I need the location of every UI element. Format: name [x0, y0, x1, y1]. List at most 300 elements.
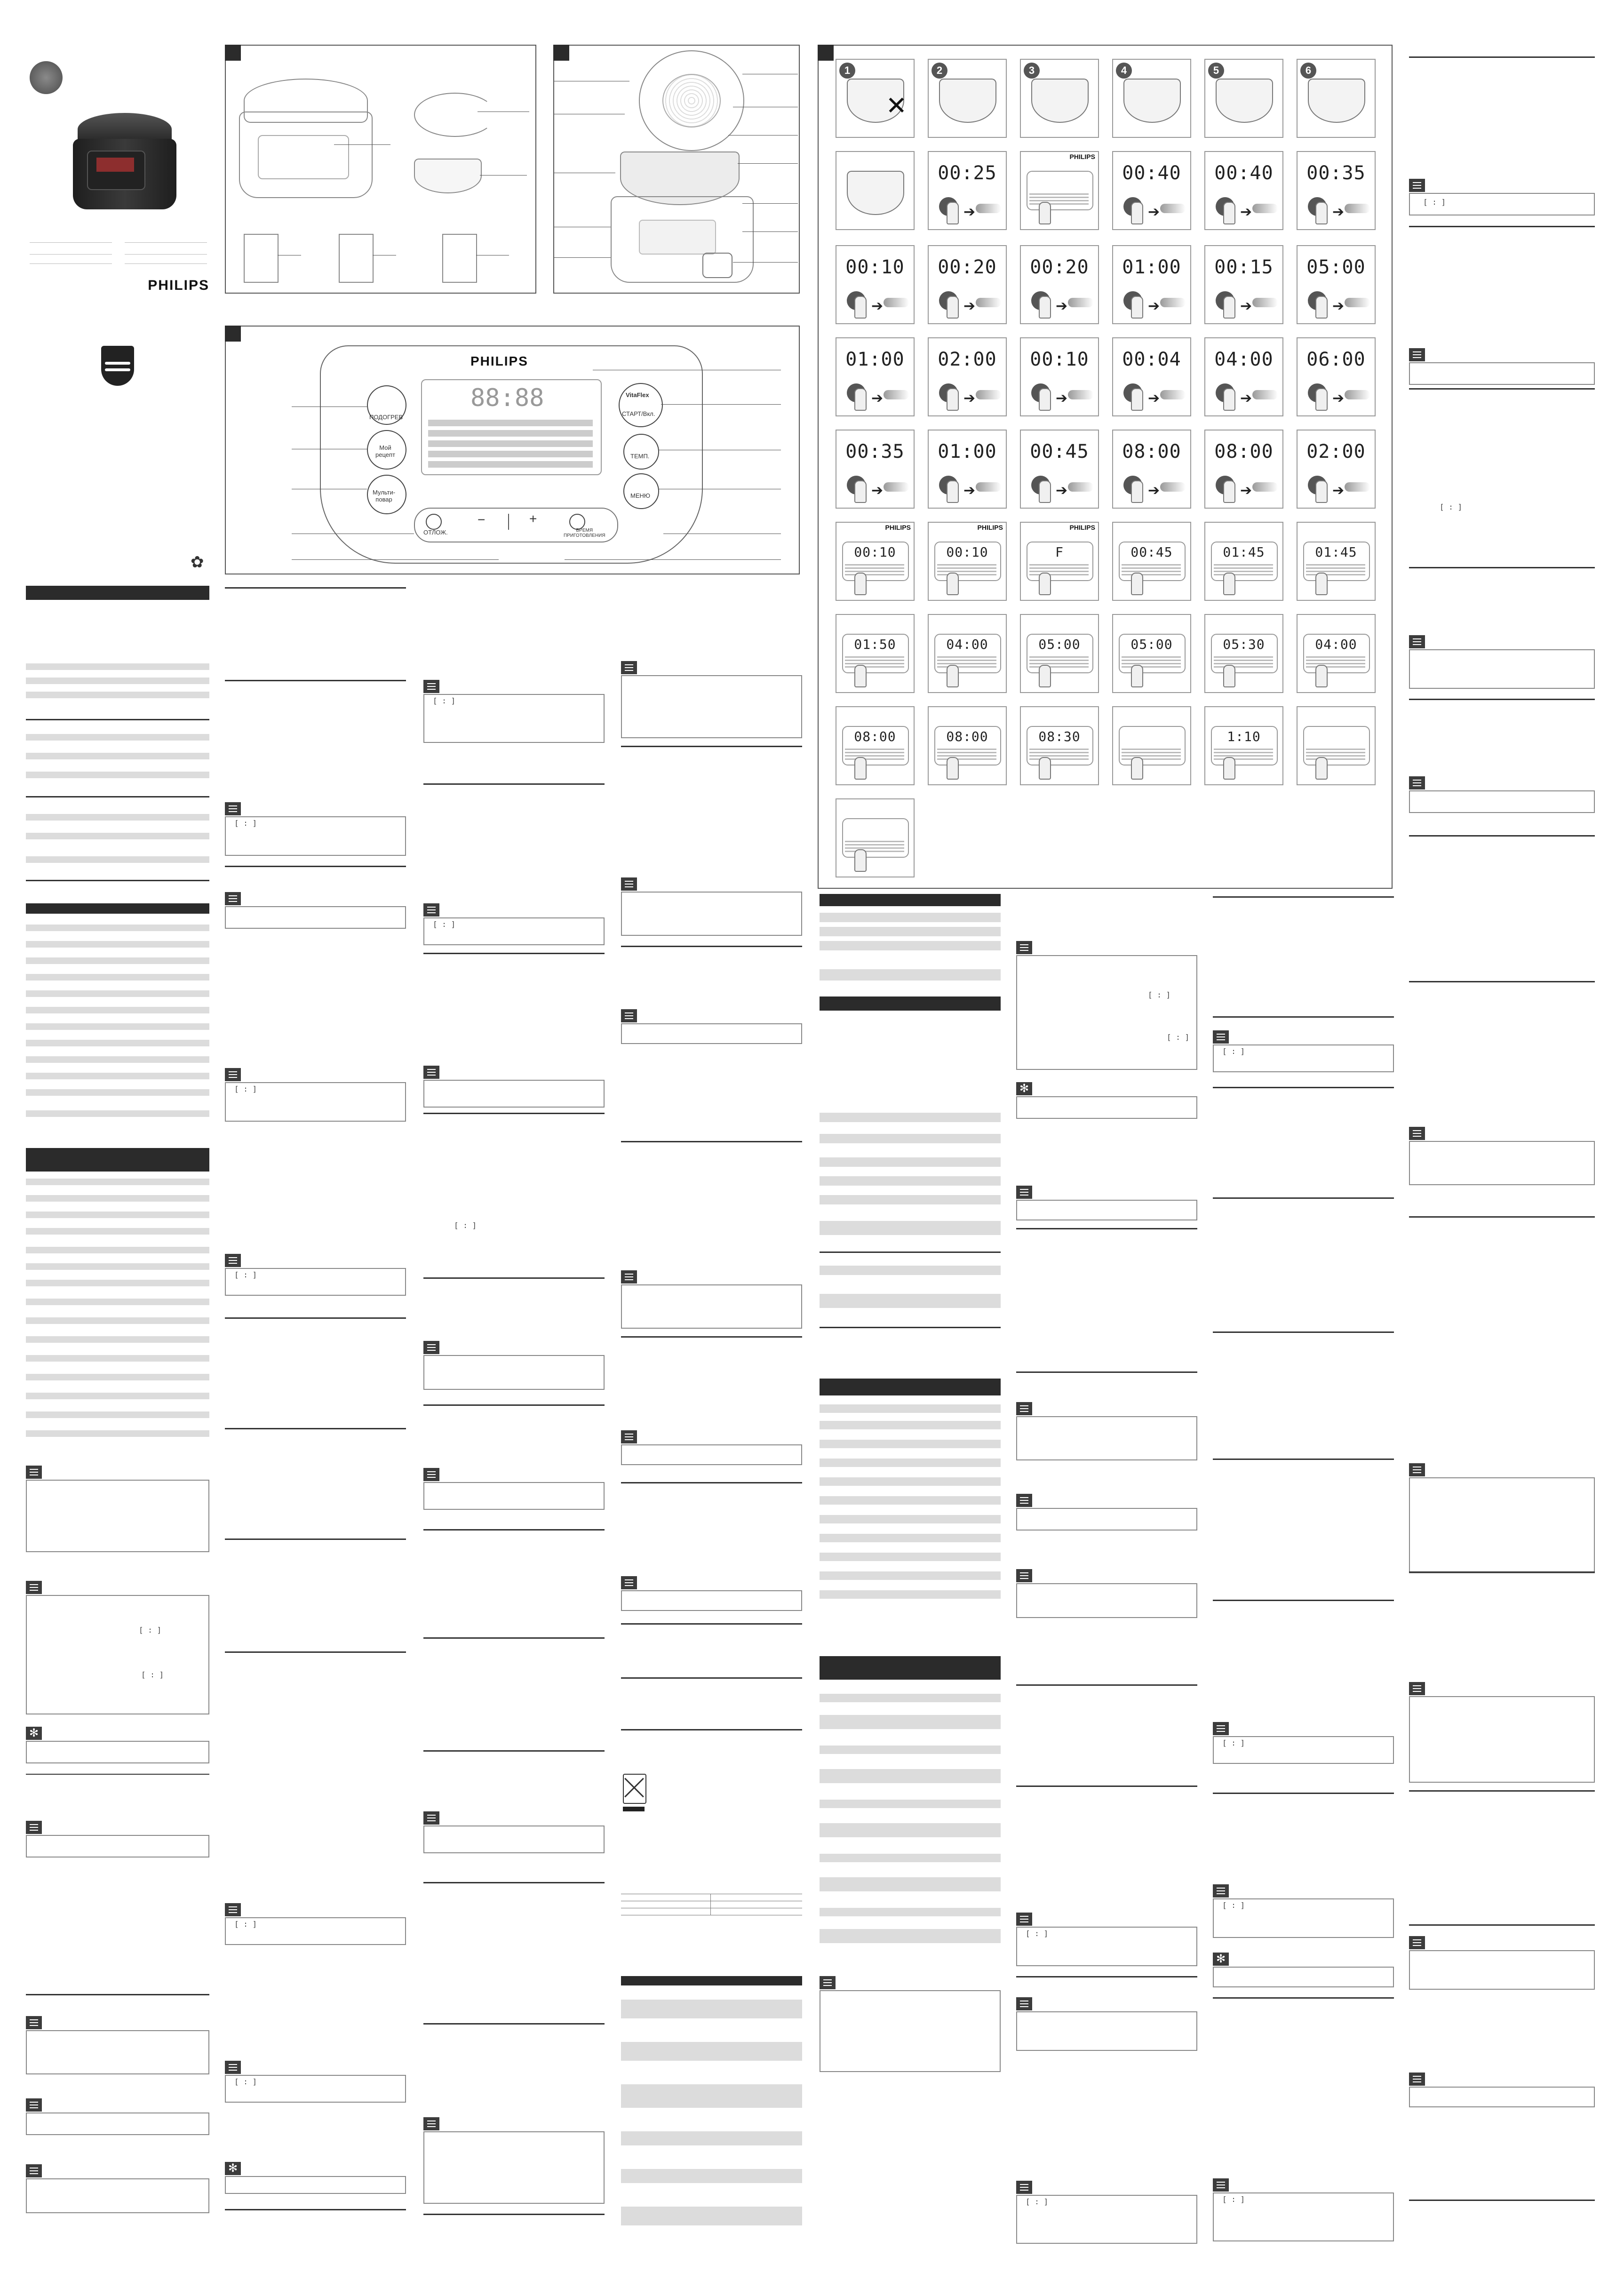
timer-display: 00:10	[854, 544, 896, 560]
manual-booklet	[339, 234, 374, 283]
note-icon	[1409, 1936, 1425, 1949]
mini-brand: PHILIPS	[977, 524, 1003, 531]
menu-lines	[1214, 656, 1273, 670]
hand-icon	[1223, 665, 1235, 687]
hand-icon	[1131, 665, 1143, 687]
placeholder-bracket: [ : ]	[1167, 1033, 1190, 1042]
step-tile	[1020, 706, 1099, 785]
placeholder-bracket: [ : ]	[1148, 990, 1171, 999]
timer-display: 00:10	[946, 544, 988, 560]
weee-bin-icon	[623, 1774, 646, 1804]
step-number: 1	[839, 63, 855, 79]
note-icon	[1409, 348, 1425, 361]
indicator-glow	[1252, 390, 1278, 399]
snowflake-icon: ✻	[1213, 1953, 1229, 1966]
step-tile	[1020, 430, 1099, 509]
badge-icon	[30, 61, 63, 94]
hand-icon	[1315, 480, 1328, 503]
step-tile	[836, 337, 915, 416]
panel-box-contents	[225, 45, 536, 294]
timer-display: 08:00	[946, 729, 988, 744]
note-icon	[1016, 2181, 1032, 2194]
multicooker-drawing	[239, 79, 380, 201]
note-icon	[1016, 1402, 1032, 1415]
timer-display: 01:00	[938, 441, 997, 462]
arrow-icon: ➔	[1240, 204, 1252, 220]
note-icon	[26, 1581, 42, 1594]
note-icon	[1016, 1494, 1032, 1507]
hand-icon	[947, 202, 959, 224]
timer-display: 00:40	[1122, 162, 1181, 184]
menu-label: МЕНЮ	[630, 492, 651, 499]
hand-icon	[947, 573, 959, 595]
step-tile	[1204, 151, 1283, 230]
hand-icon	[1315, 202, 1328, 224]
step-tile	[1020, 614, 1099, 693]
placeholder-bracket: [ : ]	[234, 819, 257, 828]
menu-lines	[1029, 193, 1089, 207]
indicator-glow	[1345, 390, 1370, 399]
step-tile	[836, 245, 915, 324]
note-icon	[423, 1811, 439, 1825]
vitaflex-label: VitaFlex	[626, 391, 649, 399]
menu-lines	[937, 564, 996, 577]
step-number: 3	[1024, 63, 1040, 79]
hand-icon	[1039, 665, 1051, 687]
panel-cooking-steps	[818, 45, 1393, 889]
note-icon	[1016, 1569, 1032, 1582]
menu-lines	[1214, 564, 1273, 577]
arrow-icon: ➔	[1148, 204, 1160, 220]
snowflake-icon: ✻	[225, 2162, 241, 2175]
menu-lines	[1122, 656, 1181, 670]
menu-lines	[1122, 564, 1181, 577]
step-tile	[1204, 337, 1283, 416]
placeholder-bracket: [ : ]	[1440, 502, 1463, 511]
step-tile	[836, 798, 915, 877]
hand-icon	[947, 296, 959, 319]
timer-display: 01:00	[845, 349, 905, 370]
arrow-icon: ➔	[1056, 298, 1068, 314]
mini-brand: PHILIPS	[1069, 524, 1095, 531]
hand-icon	[1315, 296, 1328, 319]
hand-icon	[854, 296, 867, 319]
timer-display: 01:50	[854, 637, 896, 652]
step-tile	[1204, 245, 1283, 324]
timer-display: 00:20	[1030, 256, 1089, 278]
note-icon	[1213, 2178, 1229, 2192]
step-tile	[1112, 706, 1191, 785]
hand-icon	[854, 573, 867, 595]
hand-icon	[1223, 573, 1235, 595]
step-tile	[1020, 245, 1099, 324]
step-number: 6	[1300, 63, 1316, 79]
step-tile	[1204, 614, 1283, 693]
note-icon	[423, 2117, 439, 2130]
temperature-label: ТЕМП.	[630, 453, 650, 460]
note-icon	[1409, 1127, 1425, 1140]
text-column-6	[1016, 894, 1197, 2258]
hand-icon	[1039, 388, 1051, 411]
placeholder-bracket: [ : ]	[139, 1626, 162, 1634]
placeholder-bracket: [ : ]	[234, 2077, 257, 2086]
step-tile	[928, 522, 1007, 601]
indicator-glow	[1160, 204, 1186, 213]
indicator-glow	[1345, 204, 1370, 213]
step-tile	[836, 151, 915, 230]
indicator-glow	[884, 298, 909, 307]
timer-display: 05:00	[1038, 637, 1081, 652]
placeholder-bracket: [ : ]	[1026, 2197, 1049, 2206]
indicator-glow	[884, 482, 909, 492]
arrow-icon: ➔	[963, 391, 976, 406]
hand-icon	[1315, 757, 1328, 780]
note-icon	[621, 1576, 637, 1589]
note-icon	[621, 877, 637, 891]
step-tile	[928, 245, 1007, 324]
placeholder-bracket: [ : ]	[433, 920, 456, 929]
text-column-7	[1213, 894, 1394, 2258]
timer-display: 04:00	[1315, 637, 1357, 652]
inner-pot-drawing	[1216, 79, 1273, 123]
menu-lines	[937, 656, 996, 670]
menu-lines	[1122, 749, 1181, 762]
panel-control-panel	[225, 326, 800, 574]
timer-display: 04:00	[946, 637, 988, 652]
note-icon	[1213, 1722, 1229, 1735]
indicator-glow	[1160, 482, 1186, 492]
hand-icon	[1315, 573, 1328, 595]
note-icon	[26, 2098, 42, 2112]
hand-icon	[947, 665, 959, 687]
hand-icon	[1223, 202, 1235, 224]
step-tile	[1297, 706, 1376, 785]
step-tile	[1204, 59, 1283, 138]
step-tile	[1020, 522, 1099, 601]
note-icon	[423, 680, 439, 693]
step-tile	[1112, 614, 1191, 693]
delay-button[interactable]	[426, 514, 442, 530]
hand-icon	[1223, 388, 1235, 411]
hand-icon	[1039, 202, 1051, 224]
mini-brand: PHILIPS	[885, 524, 911, 531]
menu-button[interactable]	[623, 473, 659, 509]
timer-display: 05:30	[1223, 637, 1265, 652]
power-cord-drawing	[414, 93, 496, 137]
step-tile	[1297, 430, 1376, 509]
timer-display: 00:45	[1130, 544, 1173, 560]
arrow-icon: ➔	[871, 391, 884, 406]
multicook-label: Мульти- повар	[373, 489, 396, 503]
timer-display: 08:00	[1122, 441, 1181, 462]
step-tile	[1297, 522, 1376, 601]
step-tile	[928, 337, 1007, 416]
note-icon	[225, 2061, 241, 2074]
note-icon	[1409, 635, 1425, 648]
hand-icon	[1223, 296, 1235, 319]
inner-pot-drawing	[939, 79, 996, 123]
indicator-glow	[976, 482, 1001, 492]
arrow-icon: ➔	[1240, 298, 1252, 314]
minus-button[interactable]: −	[478, 512, 486, 527]
step-tile	[1297, 245, 1376, 324]
panel-brand: PHILIPS	[470, 354, 528, 368]
indicator-glow	[1252, 482, 1278, 492]
indicator-glow	[1160, 390, 1186, 399]
text-column-5	[820, 894, 1001, 2258]
placeholder-bracket: [ : ]	[1026, 1929, 1049, 1938]
timer-display: 01:00	[1122, 256, 1181, 278]
menu-lines	[1029, 656, 1089, 670]
menu-lines	[845, 841, 904, 854]
step-tile	[1112, 245, 1191, 324]
placeholder-bracket: [ : ]	[1423, 198, 1446, 207]
placeholder-bracket: [ : ]	[234, 1270, 257, 1279]
step-number: 5	[1208, 63, 1224, 79]
step-tile	[1020, 59, 1099, 138]
hand-icon	[854, 480, 867, 503]
note-icon	[621, 1009, 637, 1022]
arrow-icon: ➔	[871, 298, 884, 314]
plus-button[interactable]: +	[529, 511, 537, 526]
note-icon	[423, 1066, 439, 1079]
note-icon	[26, 1821, 42, 1834]
step-tile	[1112, 59, 1191, 138]
step-tile	[1297, 614, 1376, 693]
placeholder-bracket: [ : ]	[1222, 1901, 1245, 1910]
indicator-glow	[1345, 298, 1370, 307]
menu-lines	[1306, 564, 1365, 577]
hand-icon	[947, 388, 959, 411]
step-number: 2	[931, 63, 947, 79]
hand-icon	[854, 665, 867, 687]
philips-shield-icon	[101, 346, 134, 386]
timer-display: 05:00	[1130, 637, 1173, 652]
step-tile	[836, 614, 915, 693]
timer-display: 00:45	[1030, 441, 1089, 462]
inner-pot-drawing	[1308, 79, 1365, 123]
indicator-glow	[1160, 298, 1186, 307]
start-label: СТАРТ/Вкл.	[622, 410, 655, 417]
placeholder-bracket: [ : ]	[433, 696, 456, 705]
step-tile	[928, 151, 1007, 230]
step-tile	[836, 59, 915, 138]
note-icon	[1409, 776, 1425, 789]
note-icon	[423, 1341, 439, 1354]
indicator-glow	[1345, 482, 1370, 492]
note-icon	[225, 1068, 241, 1081]
step-tile	[928, 59, 1007, 138]
step-tile	[836, 706, 915, 785]
note-icon	[1016, 1913, 1032, 1926]
steam-basket-drawing	[414, 159, 482, 193]
placeholder-bracket: [ : ]	[1222, 2195, 1245, 2204]
timer-display: 02:00	[1306, 441, 1366, 462]
step-tile	[928, 706, 1007, 785]
indicator-glow	[976, 204, 1001, 213]
note-icon	[1016, 941, 1032, 954]
text-column-4	[621, 583, 802, 2258]
arrow-icon: ➔	[963, 298, 976, 314]
hand-icon	[1131, 202, 1143, 224]
note-icon	[423, 903, 439, 917]
step-tile	[1204, 706, 1283, 785]
note-icon	[26, 2016, 42, 2029]
timer-display: 00:10	[1030, 349, 1089, 370]
step-tile	[1204, 430, 1283, 509]
menu-lines	[1306, 656, 1365, 670]
timer-display: 06:00	[1306, 349, 1366, 370]
step-tile	[1204, 522, 1283, 601]
cooking-time-button[interactable]	[569, 514, 585, 530]
hand-icon	[1039, 573, 1051, 595]
note-icon	[1409, 179, 1425, 192]
hand-icon	[1131, 296, 1143, 319]
socket-drawing	[702, 253, 732, 278]
start-button[interactable]	[619, 383, 663, 427]
step-tile	[928, 430, 1007, 509]
note-icon	[1409, 2073, 1425, 2086]
text-column-3	[423, 668, 605, 2258]
arrow-icon: ➔	[1332, 483, 1345, 498]
cross-icon: ✕	[885, 92, 907, 120]
text-column-8	[1409, 54, 1595, 2265]
reheat-label: ПОДОГРЕВ	[369, 414, 403, 421]
indicator-glow	[976, 298, 1001, 307]
text-column-2	[225, 583, 406, 2258]
brand-wordmark: PHILIPS	[148, 278, 209, 293]
step-tile	[1297, 151, 1376, 230]
hand-icon	[1039, 480, 1051, 503]
hand-icon	[1223, 480, 1235, 503]
note-icon	[621, 1270, 637, 1283]
hand-icon	[1131, 757, 1143, 780]
timer-display: 00:10	[845, 256, 905, 278]
delay-label: ОТЛОЖ.	[423, 529, 448, 536]
step-tile	[836, 522, 915, 601]
menu-lines	[1029, 749, 1089, 762]
note-icon	[621, 1430, 637, 1443]
timer-display: 00:20	[938, 256, 997, 278]
arrow-icon: ➔	[963, 204, 976, 220]
arrow-icon: ➔	[1148, 391, 1160, 406]
indicator-glow	[1068, 482, 1093, 492]
placeholder-bracket: [ : ]	[1222, 1047, 1245, 1056]
arrow-icon: ➔	[1332, 298, 1345, 314]
note-icon	[1016, 1997, 1032, 2010]
inner-pot-drawing	[847, 171, 904, 215]
step-tile	[928, 614, 1007, 693]
menu-lines	[845, 564, 904, 577]
timer-display: 00:35	[1306, 162, 1366, 184]
arrow-icon: ➔	[1332, 391, 1345, 406]
recycle-icon: ✿	[191, 553, 204, 571]
hand-icon	[854, 757, 867, 780]
timer-display: 08:30	[1038, 729, 1081, 744]
indicator-glow	[976, 390, 1001, 399]
arrow-icon: ➔	[1056, 391, 1068, 406]
hand-icon	[854, 388, 867, 411]
timer-display: 08:00	[1214, 441, 1274, 462]
manual-booklet	[244, 234, 279, 283]
hand-icon	[1315, 388, 1328, 411]
step-tile	[836, 430, 915, 509]
timer-display: F	[1055, 544, 1064, 560]
timer-display: 01:45	[1315, 544, 1357, 560]
snowflake-icon: ✻	[26, 1727, 42, 1740]
note-icon	[1409, 1463, 1425, 1476]
menu-lines	[1214, 749, 1273, 762]
step-tile	[1112, 151, 1191, 230]
menu-lines	[1306, 749, 1365, 762]
inner-pot-drawing	[1123, 79, 1181, 123]
timer-display: 00:04	[1122, 349, 1181, 370]
hand-icon	[1039, 757, 1051, 780]
panel-product-overview	[553, 45, 800, 294]
indicator-glow	[1252, 204, 1278, 213]
timer-display: 02:00	[938, 349, 997, 370]
timer-display: 04:00	[1214, 349, 1274, 370]
note-icon	[225, 892, 241, 905]
menu-lines	[1029, 564, 1089, 577]
arrow-icon: ➔	[963, 483, 976, 498]
placeholder-bracket: [ : ]	[454, 1221, 477, 1230]
hand-icon	[854, 849, 867, 872]
hand-icon	[1131, 573, 1143, 595]
hand-icon	[947, 480, 959, 503]
note-icon	[225, 1254, 241, 1267]
menu-lines	[845, 749, 904, 762]
step-tile	[1112, 337, 1191, 416]
hand-icon	[1223, 757, 1235, 780]
timer-display: 00:35	[845, 441, 905, 462]
hand-icon	[947, 757, 959, 780]
manual-booklet	[442, 234, 477, 283]
placeholder-bracket: [ : ]	[234, 1084, 257, 1093]
indicator-glow	[1252, 298, 1278, 307]
temperature-button[interactable]	[623, 434, 659, 470]
note-icon	[621, 661, 637, 674]
note-icon	[423, 1468, 439, 1481]
led-display: 88:88	[470, 384, 544, 412]
timer-display: 00:40	[1214, 162, 1274, 184]
indicator-glow	[884, 390, 909, 399]
step-tile	[1112, 430, 1191, 509]
step-tile	[1297, 59, 1376, 138]
step-tile	[1112, 522, 1191, 601]
placeholder-bracket: [ : ]	[1222, 1738, 1245, 1747]
menu-lines	[937, 749, 996, 762]
arrow-icon: ➔	[871, 483, 884, 498]
inner-pot-drawing	[1031, 79, 1089, 123]
indicator-glow	[1068, 298, 1093, 307]
hand-icon	[1131, 480, 1143, 503]
step-number: 4	[1116, 63, 1132, 79]
hand-icon	[1131, 388, 1143, 411]
step-tile	[1020, 337, 1099, 416]
timer-display: 00:25	[938, 162, 997, 184]
my-recipe-label: Мой рецепт	[375, 444, 395, 458]
arrow-icon: ➔	[1148, 298, 1160, 314]
placeholder-bracket: [ : ]	[234, 1920, 257, 1929]
timer-display: 1:10	[1227, 729, 1261, 744]
step-tile	[1020, 151, 1099, 230]
timer-display: 05:00	[1306, 256, 1366, 278]
note-icon	[1213, 1030, 1229, 1044]
cooking-time-label: ВРЕМЯ ПРИГОТОВЛЕНИЯ	[564, 528, 605, 538]
note-icon	[26, 1466, 42, 1479]
menu-lines	[845, 656, 904, 670]
